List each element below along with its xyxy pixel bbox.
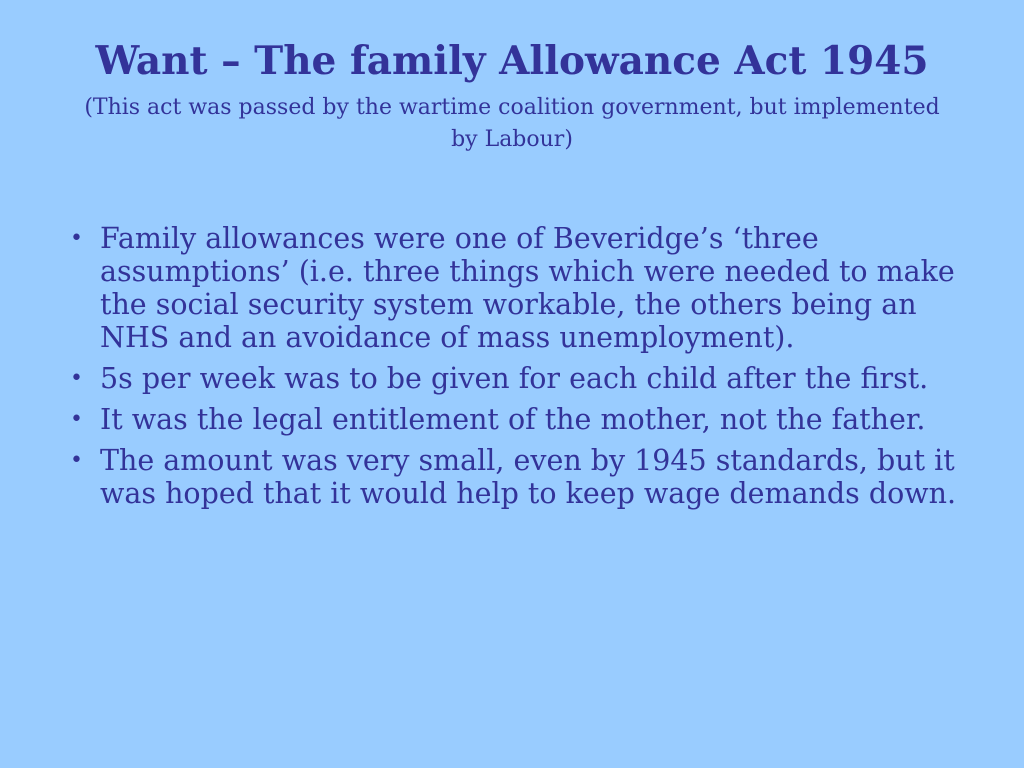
bullet-list xyxy=(68,222,968,518)
bullet-icon: • xyxy=(70,226,83,251)
title-block xyxy=(40,36,984,156)
bullet-text-2: 5s per week was to be given for each child after the first. xyxy=(100,362,929,395)
slide-subtitle: (This act was passed by the wartime coalition government, but implemented by Labour) xyxy=(84,95,940,152)
slide-title: Want – The family Allowance Act 1945 xyxy=(95,38,929,84)
bullet-item-3 xyxy=(68,403,968,436)
bullet-item-1 xyxy=(68,222,968,354)
bullet-text-1: Family allowances were one of Beveridge’s ‘three assumptions’ (i.e. three things which were needed to make the social security system workable, the others being an NHS and an avoidance of mass unemployment). xyxy=(100,222,955,354)
bullet-item-2 xyxy=(68,362,968,395)
bullet-text-4: The amount was very small, even by 1945 standards, but it was hoped that it would help to keep wage demands down. xyxy=(100,444,957,510)
bullet-icon: • xyxy=(70,448,83,473)
bullet-icon: • xyxy=(70,407,83,432)
bullet-text-3: It was the legal entitlement of the mother, not the father. xyxy=(100,403,926,436)
bullet-item-4 xyxy=(68,444,968,510)
bullet-icon: • xyxy=(70,366,83,391)
